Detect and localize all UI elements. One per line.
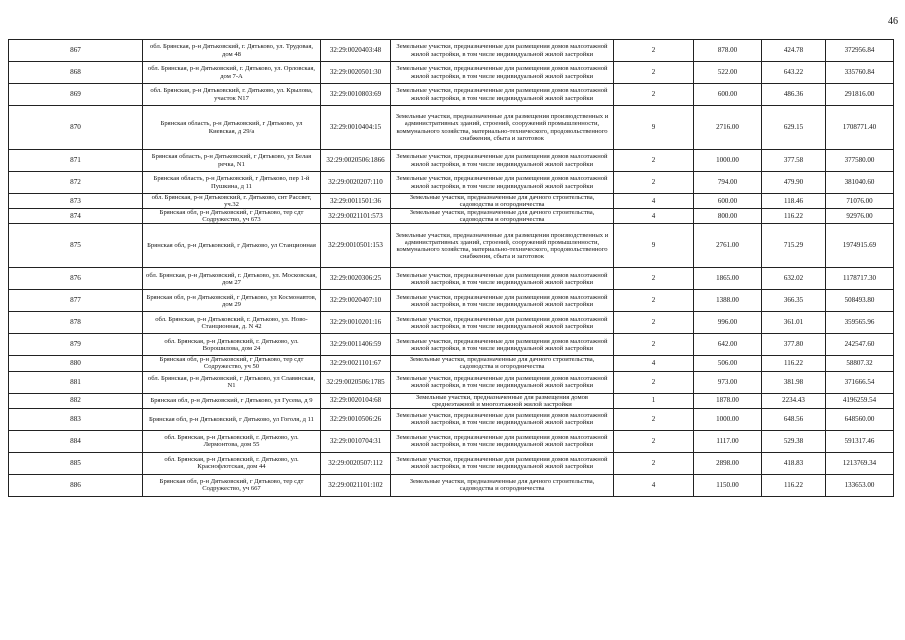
land-use-cell: Земельные участки, предназначенные для размещения домов малоэтажной жилой застройки, в том числе индивидуальной жилой застройки xyxy=(391,452,614,474)
table-row xyxy=(9,194,894,209)
address-cell: обл. Брянская, р-н Дятьковский, г Дятьково, ул Славянская, N1 xyxy=(143,371,321,393)
use-group-cell: 2 xyxy=(614,150,694,172)
row-number-cell: 867 xyxy=(9,40,143,62)
cadastral-number-cell: 32:29:0010506:26 xyxy=(321,408,391,430)
land-use-cell: Земельные участки, предназначенные для размещения домов малоэтажной жилой застройки, в том числе индивидуальной жилой застройки xyxy=(391,290,614,312)
table-row xyxy=(9,150,894,172)
table-row xyxy=(9,106,894,150)
table-row xyxy=(9,334,894,356)
land-use-cell: Земельные участки, предназначенные для размещения домов малоэтажной жилой застройки, в том числе индивидуальной жилой застройки xyxy=(391,371,614,393)
area-cell: 642.00 xyxy=(694,334,762,356)
cadastral-value-cell: 381040.60 xyxy=(826,172,894,194)
unit-value-cell: 418.83 xyxy=(762,452,826,474)
unit-value-cell: 366.35 xyxy=(762,290,826,312)
cadastral-value-cell: 371666.54 xyxy=(826,371,894,393)
cadastral-value-cell: 359565.96 xyxy=(826,312,894,334)
unit-value-cell: 424.78 xyxy=(762,40,826,62)
land-use-cell: Земельные участки, предназначенные для размещения домов малоэтажной жилой застройки, в том числе индивидуальной жилой застройки xyxy=(391,172,614,194)
row-number-cell: 886 xyxy=(9,474,143,496)
use-group-cell: 1 xyxy=(614,393,694,408)
unit-value-cell: 479.90 xyxy=(762,172,826,194)
area-cell: 1878.00 xyxy=(694,393,762,408)
land-use-cell: Земельные участки, предназначенные для размещения домов малоэтажной жилой застройки, в том числе индивидуальной жилой застройки xyxy=(391,430,614,452)
cadastral-number-cell: 32:29:0021101:573 xyxy=(321,209,391,224)
use-group-cell: 2 xyxy=(614,334,694,356)
cadastral-value-cell: 648560.00 xyxy=(826,408,894,430)
area-cell: 1000.00 xyxy=(694,408,762,430)
address-cell: Брянская обл, р-н Дятьковский, г Дятьково, ул Космонавтов, дом 29 xyxy=(143,290,321,312)
land-use-cell: Земельные участки, предназначенные для размещения домов малоэтажной жилой застройки, в том числе индивидуальной жилой застройки xyxy=(391,334,614,356)
row-number-cell: 878 xyxy=(9,312,143,334)
cadastral-number-cell: 32:29:0021101:67 xyxy=(321,356,391,371)
land-use-cell: Земельные участки, предназначенные для размещения производственных и административных зданий, строений, сооружений промышленности, коммунального хозяйства, материально-технического, продовольственного снабжения, сбыта и заготовок xyxy=(391,106,614,150)
unit-value-cell: 377.80 xyxy=(762,334,826,356)
cadastral-number-cell: 32:29:0020306:25 xyxy=(321,268,391,290)
area-cell: 1150.00 xyxy=(694,474,762,496)
cadastral-value-cell: 242547.60 xyxy=(826,334,894,356)
cadastral-number-cell: 32:29:0020501:30 xyxy=(321,62,391,84)
table-row xyxy=(9,62,894,84)
table-row xyxy=(9,356,894,371)
table-row xyxy=(9,290,894,312)
unit-value-cell: 116.22 xyxy=(762,474,826,496)
address-cell: Брянская обл, р-н Дятьковский, г Дятьково, тер сдт Содружество, уч 673 xyxy=(143,209,321,224)
row-number-cell: 871 xyxy=(9,150,143,172)
area-cell: 600.00 xyxy=(694,194,762,209)
row-number-cell: 885 xyxy=(9,452,143,474)
cadastral-number-cell: 32:29:0020104:68 xyxy=(321,393,391,408)
unit-value-cell: 529.38 xyxy=(762,430,826,452)
area-cell: 1865.00 xyxy=(694,268,762,290)
table-row xyxy=(9,452,894,474)
use-group-cell: 2 xyxy=(614,430,694,452)
area-cell: 973.00 xyxy=(694,371,762,393)
use-group-cell: 9 xyxy=(614,106,694,150)
address-cell: Брянская область, р-н Дятьковский, г Дятьково, ул Киевская, д 29/а xyxy=(143,106,321,150)
unit-value-cell: 648.56 xyxy=(762,408,826,430)
cadastral-value-cell: 591317.46 xyxy=(826,430,894,452)
row-number-cell: 872 xyxy=(9,172,143,194)
address-cell: Брянская обл, р-н Дятьковский, г Дятьково, тер сдт Содружество, уч 50 xyxy=(143,356,321,371)
land-use-cell: Земельные участки, предназначенные для размещения домов малоэтажной жилой застройки, в том числе индивидуальной жилой застройки xyxy=(391,408,614,430)
area-cell: 600.00 xyxy=(694,84,762,106)
cadastral-value-cell: 4196259.54 xyxy=(826,393,894,408)
unit-value-cell: 377.58 xyxy=(762,150,826,172)
unit-value-cell: 381.98 xyxy=(762,371,826,393)
table-row xyxy=(9,408,894,430)
table-row xyxy=(9,268,894,290)
table-row xyxy=(9,371,894,393)
cadastral-number-cell: 32:29:0011501:36 xyxy=(321,194,391,209)
row-number-cell: 884 xyxy=(9,430,143,452)
use-group-cell: 2 xyxy=(614,371,694,393)
land-use-cell: Земельные участки, предназначенные для дачного строительства, садоводства и огородничества xyxy=(391,209,614,224)
area-cell: 2716.00 xyxy=(694,106,762,150)
address-cell: Брянская область, р-н Дятьковский, г Дятьково, пер 1-й Пушкина, д 11 xyxy=(143,172,321,194)
table-row xyxy=(9,312,894,334)
land-use-cell: Земельные участки, предназначенные для размещения домов малоэтажной жилой застройки, в том числе индивидуальной жилой застройки xyxy=(391,62,614,84)
table-row xyxy=(9,474,894,496)
unit-value-cell: 629.15 xyxy=(762,106,826,150)
unit-value-cell: 361.01 xyxy=(762,312,826,334)
land-use-cell: Земельные участки, предназначенные для размещения домов малоэтажной жилой застройки, в том числе индивидуальной жилой застройки xyxy=(391,268,614,290)
area-cell: 1117.00 xyxy=(694,430,762,452)
use-group-cell: 2 xyxy=(614,84,694,106)
cadastral-value-cell: 133653.00 xyxy=(826,474,894,496)
address-cell: обл. Брянская, р-н Дятьковский, г. Дятьково, снт Рассвет, уч.32 xyxy=(143,194,321,209)
use-group-cell: 2 xyxy=(614,268,694,290)
unit-value-cell: 632.02 xyxy=(762,268,826,290)
land-use-cell: Земельные участки, предназначенные для размещения домов среднеэтажной и многоэтажной жилой застройки xyxy=(391,393,614,408)
cadastral-number-cell: 32:29:0011406:59 xyxy=(321,334,391,356)
row-number-cell: 870 xyxy=(9,106,143,150)
area-cell: 878.00 xyxy=(694,40,762,62)
row-number-cell: 868 xyxy=(9,62,143,84)
area-cell: 996.00 xyxy=(694,312,762,334)
row-number-cell: 879 xyxy=(9,334,143,356)
cadastral-number-cell: 32:29:0020506:1866 xyxy=(321,150,391,172)
cadastral-value-cell: 58807.32 xyxy=(826,356,894,371)
use-group-cell: 2 xyxy=(614,408,694,430)
use-group-cell: 2 xyxy=(614,62,694,84)
use-group-cell: 4 xyxy=(614,356,694,371)
area-cell: 522.00 xyxy=(694,62,762,84)
table-body xyxy=(9,40,894,497)
area-cell: 1000.00 xyxy=(694,150,762,172)
use-group-cell: 2 xyxy=(614,40,694,62)
unit-value-cell: 486.36 xyxy=(762,84,826,106)
cadastral-number-cell: 32:29:0010704:31 xyxy=(321,430,391,452)
land-use-cell: Земельные участки, предназначенные для дачного строительства, садоводства и огородничества xyxy=(391,356,614,371)
use-group-cell: 2 xyxy=(614,452,694,474)
table-row xyxy=(9,40,894,62)
row-number-cell: 877 xyxy=(9,290,143,312)
use-group-cell: 4 xyxy=(614,209,694,224)
row-number-cell: 881 xyxy=(9,371,143,393)
address-cell: обл. Брянская, р-н Дятьковский, г. Дятьково, ул. Орловская, дом 7-А xyxy=(143,62,321,84)
page-number: 46 xyxy=(888,16,898,27)
cadastral-number-cell: 32:29:0020507:112 xyxy=(321,452,391,474)
address-cell: Брянская обл, р-н Дятьковский, г Дятьково, ул Станционная xyxy=(143,224,321,268)
unit-value-cell: 715.29 xyxy=(762,224,826,268)
cadastral-value-cell: 508493.80 xyxy=(826,290,894,312)
land-use-cell: Земельные участки, предназначенные для размещения производственных и административных зданий, строений, сооружений промышленности, коммунального хозяйства, материально-технического, продовольственного снабжения, сбыта и заготовок xyxy=(391,224,614,268)
address-cell: Брянская область, р-н Дятьковский, г Дятьково, ул Белая речка, N1 xyxy=(143,150,321,172)
use-group-cell: 2 xyxy=(614,172,694,194)
address-cell: обл. Брянская, р-н Дятьковский, г. Дятьково, ул. Трудовая, дом 48 xyxy=(143,40,321,62)
area-cell: 794.00 xyxy=(694,172,762,194)
land-use-cell: Земельные участки, предназначенные для размещения домов малоэтажной жилой застройки, в том числе индивидуальной жилой застройки xyxy=(391,84,614,106)
row-number-cell: 880 xyxy=(9,356,143,371)
row-number-cell: 873 xyxy=(9,194,143,209)
row-number-cell: 882 xyxy=(9,393,143,408)
table-row xyxy=(9,224,894,268)
use-group-cell: 9 xyxy=(614,224,694,268)
cadastral-value-cell: 335760.84 xyxy=(826,62,894,84)
table-row xyxy=(9,430,894,452)
use-group-cell: 2 xyxy=(614,312,694,334)
cadastral-value-cell: 291816.00 xyxy=(826,84,894,106)
land-use-cell: Земельные участки, предназначенные для размещения домов малоэтажной жилой застройки, в том числе индивидуальной жилой застройки xyxy=(391,40,614,62)
cadastral-value-cell: 1213769.34 xyxy=(826,452,894,474)
address-cell: обл. Брянская, р-н Дятьковский, г. Дятьково, ул. Московская, дом 27 xyxy=(143,268,321,290)
land-use-cell: Земельные участки, предназначенные для размещения домов малоэтажной жилой застройки, в том числе индивидуальной жилой застройки xyxy=(391,312,614,334)
address-cell: обл. Брянская, р-н Дятьковский, г. Дятьково, ул. Лермонтова, дом 55 xyxy=(143,430,321,452)
cadastral-number-cell: 32:29:0020407:10 xyxy=(321,290,391,312)
address-cell: обл. Брянская, р-н Дятьковский, г. Дятьково, ул. Краснофлотская, дом 44 xyxy=(143,452,321,474)
row-number-cell: 874 xyxy=(9,209,143,224)
cadastral-number-cell: 32:29:0020403:48 xyxy=(321,40,391,62)
address-cell: Брянская обл, р-н Дятьковский, г Дятьково, ул Гоголя, д 11 xyxy=(143,408,321,430)
address-cell: обл. Брянская, р-н Дятьковский, г. Дятьково, ул. Ворошилова, дом 24 xyxy=(143,334,321,356)
use-group-cell: 4 xyxy=(614,194,694,209)
address-cell: обл. Брянская, р-н Дятьковский, г. Дятьково, ул. Ново-Станционная, д. N 42 xyxy=(143,312,321,334)
area-cell: 2898.00 xyxy=(694,452,762,474)
cadastral-value-cell: 1708771.40 xyxy=(826,106,894,150)
unit-value-cell: 2234.43 xyxy=(762,393,826,408)
cadastral-number-cell: 32:29:0010803:69 xyxy=(321,84,391,106)
land-use-cell: Земельные участки, предназначенные для дачного строительства, садоводства и огородничества xyxy=(391,474,614,496)
land-use-cell: Земельные участки, предназначенные для дачного строительства, садоводства и огородничества xyxy=(391,194,614,209)
cadastral-value-cell: 1178717.30 xyxy=(826,268,894,290)
use-group-cell: 4 xyxy=(614,474,694,496)
cadastral-value-cell: 372956.84 xyxy=(826,40,894,62)
cadastral-value-cell: 1974915.69 xyxy=(826,224,894,268)
cadastral-number-cell: 32:29:0010201:16 xyxy=(321,312,391,334)
unit-value-cell: 118.46 xyxy=(762,194,826,209)
cadastral-number-cell: 32:29:0020506:1785 xyxy=(321,371,391,393)
row-number-cell: 876 xyxy=(9,268,143,290)
cadastral-number-cell: 32:29:0010501:153 xyxy=(321,224,391,268)
table-row xyxy=(9,172,894,194)
row-number-cell: 875 xyxy=(9,224,143,268)
cadastral-number-cell: 32:29:0021101:102 xyxy=(321,474,391,496)
cadastral-value-cell: 377580.00 xyxy=(826,150,894,172)
table-row xyxy=(9,209,894,224)
table-row xyxy=(9,393,894,408)
unit-value-cell: 116.22 xyxy=(762,209,826,224)
cadastral-number-cell: 32:29:0020207:110 xyxy=(321,172,391,194)
cadastral-number-cell: 32:29:0010404:15 xyxy=(321,106,391,150)
area-cell: 800.00 xyxy=(694,209,762,224)
address-cell: обл. Брянская, р-н Дятьковский, г. Дятьково, ул. Крылова, участок N17 xyxy=(143,84,321,106)
land-use-cell: Земельные участки, предназначенные для размещения домов малоэтажной жилой застройки, в том числе индивидуальной жилой застройки xyxy=(391,150,614,172)
cadastral-value-cell: 92976.00 xyxy=(826,209,894,224)
address-cell: Брянская обл, р-н Дятьковский, г Дятьково, ул Гусева, д 9 xyxy=(143,393,321,408)
area-cell: 1388.00 xyxy=(694,290,762,312)
address-cell: Брянская обл, р-н Дятьковский, г Дятьково, тер сдт Содружество, уч 667 xyxy=(143,474,321,496)
area-cell: 506.00 xyxy=(694,356,762,371)
cadastral-value-cell: 71076.00 xyxy=(826,194,894,209)
unit-value-cell: 116.22 xyxy=(762,356,826,371)
land-registry-table xyxy=(8,39,894,497)
unit-value-cell: 643.22 xyxy=(762,62,826,84)
use-group-cell: 2 xyxy=(614,290,694,312)
row-number-cell: 883 xyxy=(9,408,143,430)
area-cell: 2761.00 xyxy=(694,224,762,268)
table-row xyxy=(9,84,894,106)
row-number-cell: 869 xyxy=(9,84,143,106)
